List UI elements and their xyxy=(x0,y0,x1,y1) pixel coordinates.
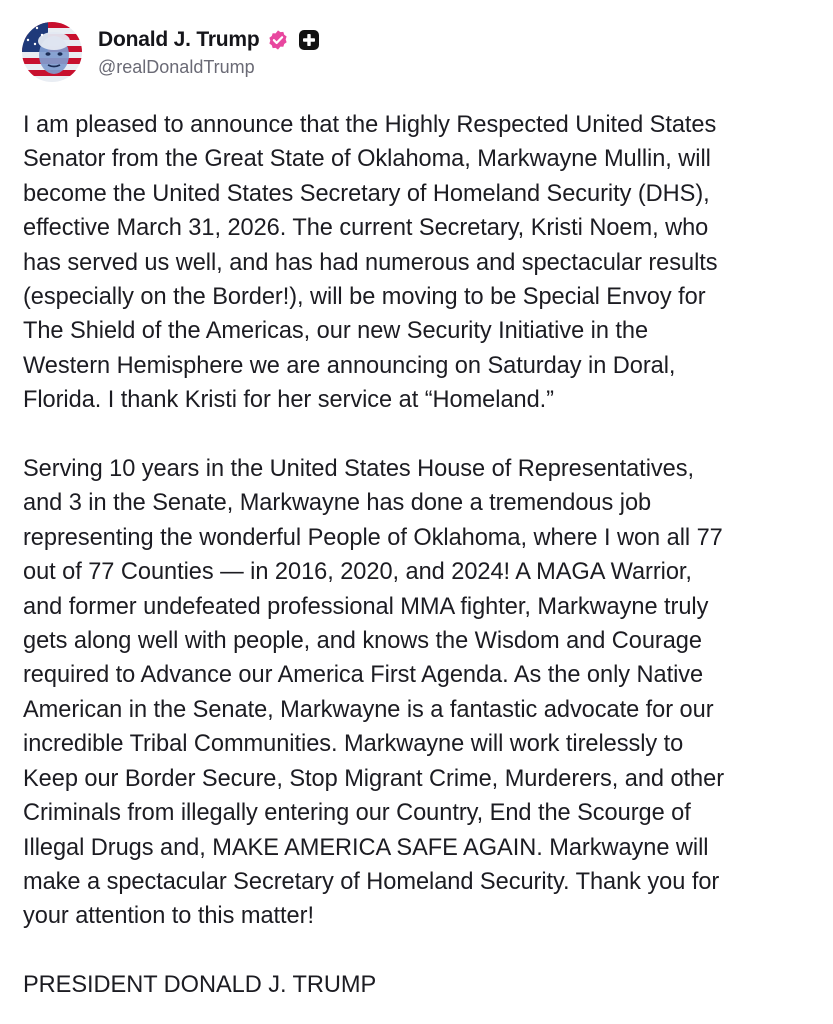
post-body xyxy=(23,108,823,1003)
name-row xyxy=(98,26,320,54)
post-paragraph-1: I am pleased to announce that the Highly Respected United States Senator from the Great State of Oklahoma, Markwayne Mullin, will become the United States Secretary of Homeland Security (DHS), effective March 31, 2026. The current Secretary, Kristi Noem, who has served us well, and has had numerous and spectacular results (especially on the Border!), will be moving to be Special Envoy for The Shield of the Americas, our new Security Initiative in the Western Hemisphere we are announcing on Saturday in Doral, Florida. I thank Kristi for her service at “Homeland.” xyxy=(23,112,718,414)
avatar[interactable] xyxy=(22,22,82,82)
author-display-name[interactable]: Donald J. Trump xyxy=(98,28,260,51)
post-paragraph-2: Serving 10 years in the United States House of Representatives, and 3 in the Senate, Markwayne has done a tremendous job representing the wonderful People of Oklahoma, where I won all 77 out of 77 Counties — in 2016, 2020, and 2024! A MAGA Warrior, and former undefeated professional MMA fighter, Markwayne truly gets along well with people, and knows the Wisdom and Courage required to Advance our America First Agenda. As the only Native American in the Senate, Markwayne is a fantastic advocate for our incredible Tribal Communities. Markwayne will work tirelessly to Keep our Border Secure, Stop Migrant Crime, Murderers, and other Criminals from illegally entering our Country, End the Scourge of Illegal Drugs and, MAKE AMERICA SAFE AGAIN. Markwayne will make a spectacular Secretary of Homeland Security. Thank you for your attention to this matter! xyxy=(23,456,725,930)
plus-badge-icon xyxy=(298,29,320,51)
post-signature: PRESIDENT DONALD J. TRUMP xyxy=(23,972,377,999)
author-names xyxy=(98,26,320,78)
verified-badge-icon xyxy=(267,29,289,51)
avatar-image-icon xyxy=(22,22,82,82)
author-handle[interactable]: @realDonaldTrump xyxy=(98,57,255,77)
paragraph-spacer xyxy=(23,934,823,968)
post-header xyxy=(22,20,320,84)
paragraph-spacer xyxy=(23,418,823,452)
